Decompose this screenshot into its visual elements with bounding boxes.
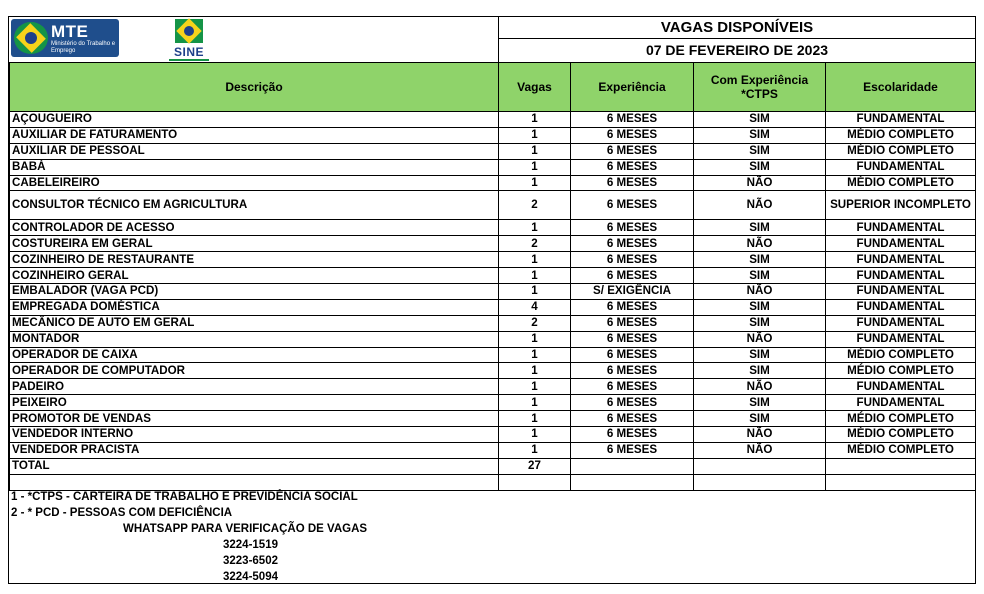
table-row [10, 175, 976, 191]
column-header-experiencia: Experiência [571, 63, 694, 112]
cell-experiencia: 6 MESES [571, 159, 694, 175]
total-label: TOTAL [10, 458, 499, 474]
cell-vagas: 1 [499, 379, 571, 395]
cell-descricao: EMPREGADA DOMÉSTICA [10, 299, 499, 315]
cell-descricao: MECÂNICO DE AUTO EM GERAL [10, 315, 499, 331]
brazil-flag-icon [175, 19, 203, 43]
cell-escolaridade: FUNDAMENTAL [826, 284, 976, 300]
empty-cell [694, 458, 826, 474]
table-row [10, 411, 976, 427]
phone-number: 3223-6502 [223, 555, 278, 567]
cell-vagas: 2 [499, 236, 571, 252]
cell-escolaridade: SUPERIOR INCOMPLETO [826, 191, 976, 220]
cell-ctps: SIM [694, 411, 826, 427]
cell-experiencia: 6 MESES [571, 347, 694, 363]
cell-experiencia: 6 MESES [571, 442, 694, 458]
cell-escolaridade: FUNDAMENTAL [826, 159, 976, 175]
cell-descricao: OPERADOR DE COMPUTADOR [10, 363, 499, 379]
cell-descricao: AÇOUGUEIRO [10, 112, 499, 128]
cell-ctps: SIM [694, 159, 826, 175]
cell-escolaridade: FUNDAMENTAL [826, 236, 976, 252]
column-header-descricao: Descrição [10, 63, 499, 112]
cell-experiencia: 6 MESES [571, 143, 694, 159]
cell-ctps: NÃO [694, 236, 826, 252]
cell-experiencia: 6 MESES [571, 427, 694, 443]
cell-escolaridade: FUNDAMENTAL [826, 112, 976, 128]
cell-experiencia: 6 MESES [571, 363, 694, 379]
cell-descricao: COZINHEIRO GERAL [10, 268, 499, 284]
cell-ctps: NÃO [694, 191, 826, 220]
table-row [10, 159, 976, 175]
cell-vagas: 1 [499, 363, 571, 379]
total-row [10, 458, 976, 474]
cell-vagas: 1 [499, 143, 571, 159]
column-header-ctps: Com Experiência *CTPS [694, 63, 826, 112]
empty-cell [694, 474, 826, 490]
table-row [10, 427, 976, 443]
cell-descricao: OPERADOR DE CAIXA [10, 347, 499, 363]
cell-escolaridade: MÉDIO COMPLETO [826, 363, 976, 379]
cell-descricao: COZINHEIRO DE RESTAURANTE [10, 252, 499, 268]
cell-vagas: 1 [499, 220, 571, 236]
note-ctps: 1 - *CTPS - CARTEIRA DE TRABALHO E PREVIDÊNCIA SOCIAL [11, 491, 358, 503]
cell-experiencia: 6 MESES [571, 411, 694, 427]
vacancy-table [9, 62, 976, 491]
note-pcd: 2 - * PCD - PESSOAS COM DEFICIÊNCIA [11, 507, 233, 519]
table-row [10, 143, 976, 159]
whatsapp-heading: WHATSAPP PARA VERIFICAÇÃO DE VAGAS [123, 523, 368, 535]
cell-experiencia: 6 MESES [571, 252, 694, 268]
table-row [10, 299, 976, 315]
cell-escolaridade: FUNDAMENTAL [826, 395, 976, 411]
cell-escolaridade: FUNDAMENTAL [826, 268, 976, 284]
cell-vagas: 1 [499, 395, 571, 411]
cell-experiencia: 6 MESES [571, 268, 694, 284]
cell-escolaridade: MÉDIO COMPLETO [826, 442, 976, 458]
cell-escolaridade: FUNDAMENTAL [826, 220, 976, 236]
cell-descricao: PROMOTOR DE VENDAS [10, 411, 499, 427]
cell-ctps: NÃO [694, 331, 826, 347]
table-header-row [10, 63, 976, 112]
cell-escolaridade: FUNDAMENTAL [826, 315, 976, 331]
cell-descricao: VENDEDOR INTERNO [10, 427, 499, 443]
cell-descricao: AUXILIAR DE FATURAMENTO [10, 127, 499, 143]
cell-ctps: SIM [694, 363, 826, 379]
table-row [10, 331, 976, 347]
cell-ctps: SIM [694, 220, 826, 236]
cell-vagas: 1 [499, 112, 571, 128]
cell-experiencia: 6 MESES [571, 299, 694, 315]
mte-logo-subtext: Ministério do Trabalho e Emprego [51, 41, 116, 54]
cell-vagas: 1 [499, 159, 571, 175]
title-box [498, 17, 975, 63]
logo-area [9, 17, 498, 63]
sine-logo [169, 19, 209, 61]
cell-descricao: MONTADOR [10, 331, 499, 347]
cell-ctps: SIM [694, 127, 826, 143]
cell-descricao: CONTROLADOR DE ACESSO [10, 220, 499, 236]
cell-ctps: SIM [694, 252, 826, 268]
cell-escolaridade: MÉDIO COMPLETO [826, 347, 976, 363]
table-row [10, 379, 976, 395]
cell-descricao: VENDEDOR PRACISTA [10, 442, 499, 458]
column-header-escolaridade: Escolaridade [826, 63, 976, 112]
empty-cell [499, 474, 571, 490]
phone-number: 3224-5094 [223, 571, 278, 583]
cell-descricao: BABÁ [10, 159, 499, 175]
mte-logo [11, 19, 119, 57]
table-row [10, 191, 976, 220]
table-row [10, 395, 976, 411]
cell-ctps: SIM [694, 299, 826, 315]
cell-experiencia: 6 MESES [571, 112, 694, 128]
cell-escolaridade: FUNDAMENTAL [826, 379, 976, 395]
cell-vagas: 1 [499, 127, 571, 143]
table-row [10, 442, 976, 458]
empty-cell [826, 458, 976, 474]
empty-cell [10, 474, 499, 490]
cell-ctps: NÃO [694, 284, 826, 300]
table-row [10, 284, 976, 300]
cell-escolaridade: MÉDIO COMPLETO [826, 411, 976, 427]
cell-descricao: PADEIRO [10, 379, 499, 395]
cell-escolaridade: FUNDAMENTAL [826, 331, 976, 347]
cell-vagas: 4 [499, 299, 571, 315]
cell-vagas: 1 [499, 411, 571, 427]
cell-vagas: 1 [499, 427, 571, 443]
cell-ctps: NÃO [694, 379, 826, 395]
cell-ctps: SIM [694, 395, 826, 411]
brazil-flag-icon [14, 22, 48, 54]
cell-ctps: NÃO [694, 442, 826, 458]
cell-escolaridade: MÉDIO COMPLETO [826, 427, 976, 443]
empty-cell [826, 474, 976, 490]
cell-vagas: 1 [499, 268, 571, 284]
cell-experiencia: 6 MESES [571, 315, 694, 331]
cell-experiencia: 6 MESES [571, 220, 694, 236]
cell-vagas: 2 [499, 315, 571, 331]
cell-escolaridade: MÉDIO COMPLETO [826, 175, 976, 191]
footnotes [11, 489, 367, 585]
empty-cell [571, 458, 694, 474]
cell-escolaridade: MÉDIO COMPLETO [826, 143, 976, 159]
cell-experiencia: 6 MESES [571, 395, 694, 411]
cell-ctps: SIM [694, 347, 826, 363]
page-title: VAGAS DISPONÍVEIS [498, 17, 975, 39]
cell-vagas: 1 [499, 347, 571, 363]
cell-ctps: NÃO [694, 175, 826, 191]
table-row [10, 112, 976, 128]
cell-ctps: SIM [694, 268, 826, 284]
cell-ctps: SIM [694, 315, 826, 331]
cell-ctps: SIM [694, 112, 826, 128]
cell-descricao: PEIXEIRO [10, 395, 499, 411]
table-row [10, 236, 976, 252]
cell-vagas: 1 [499, 175, 571, 191]
cell-descricao: AUXILIAR DE PESSOAL [10, 143, 499, 159]
cell-escolaridade: MÉDIO COMPLETO [826, 127, 976, 143]
spacer-row [10, 474, 976, 490]
column-header-vagas: Vagas [499, 63, 571, 112]
cell-vagas: 1 [499, 331, 571, 347]
cell-vagas: 2 [499, 191, 571, 220]
table-row [10, 220, 976, 236]
phone-number: 3224-1519 [223, 539, 278, 551]
sine-underline [169, 59, 209, 61]
table-row [10, 347, 976, 363]
cell-descricao: COSTUREIRA EM GERAL [10, 236, 499, 252]
table-body [10, 112, 976, 491]
cell-experiencia: 6 MESES [571, 127, 694, 143]
total-value: 27 [499, 458, 571, 474]
cell-vagas: 1 [499, 252, 571, 268]
cell-experiencia: 6 MESES [571, 175, 694, 191]
cell-vagas: 1 [499, 442, 571, 458]
sine-logo-text: SINE [173, 45, 204, 59]
cell-escolaridade: FUNDAMENTAL [826, 299, 976, 315]
table-row [10, 315, 976, 331]
cell-ctps: SIM [694, 143, 826, 159]
cell-experiencia: 6 MESES [571, 236, 694, 252]
table-row [10, 268, 976, 284]
page-date: 07 DE FEVEREIRO DE 2023 [498, 39, 975, 62]
table-row [10, 252, 976, 268]
mte-logo-text: MTE [51, 22, 89, 41]
cell-experiencia: 6 MESES [571, 331, 694, 347]
cell-descricao: EMBALADOR (VAGA PCD) [10, 284, 499, 300]
cell-experiencia: S/ EXIGÊNCIA [571, 284, 694, 300]
vacancy-sheet [8, 16, 976, 584]
cell-ctps: NÃO [694, 427, 826, 443]
table-row [10, 363, 976, 379]
cell-experiencia: 6 MESES [571, 191, 694, 220]
table-row [10, 127, 976, 143]
cell-descricao: CABELEIREIRO [10, 175, 499, 191]
cell-experiencia: 6 MESES [571, 379, 694, 395]
cell-descricao: CONSULTOR TÉCNICO EM AGRICULTURA [10, 191, 499, 220]
cell-escolaridade: FUNDAMENTAL [826, 252, 976, 268]
empty-cell [571, 474, 694, 490]
cell-vagas: 1 [499, 284, 571, 300]
